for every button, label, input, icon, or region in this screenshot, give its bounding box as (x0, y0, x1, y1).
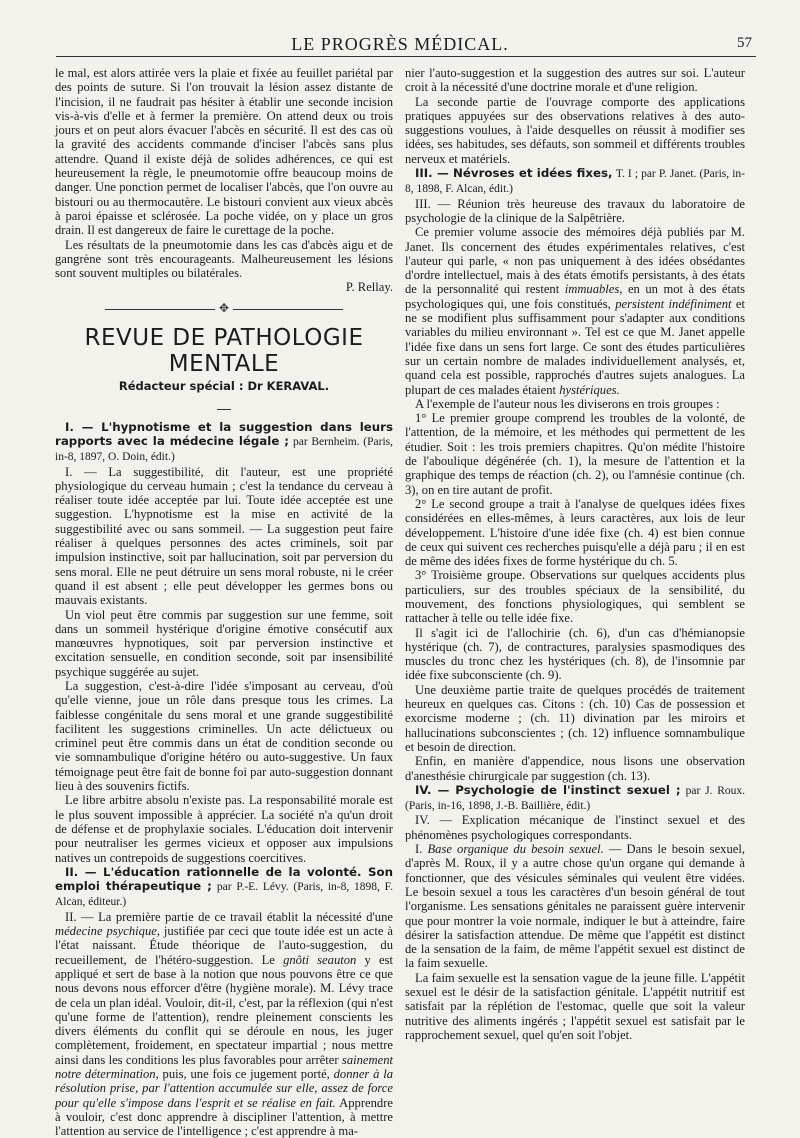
paragraph: nier l'auto-suggestion et la suggestion des autres sur soi. L'auteur croit à la nécessité d'une doctrine morale et d'une religion. (405, 66, 745, 95)
review-heading (55, 420, 393, 465)
paragraph: Un viol peut être commis par suggestion sur une femme, soit dans un sommeil hystérique d'origine émotive consécutif aux manœuvres hypnotiques, soit par perversion instinctive et excitation sensuelle, en condition seconde, soit par insensibilité psychique suggérée au sujet. (55, 607, 393, 679)
paragraph: Ce premier volume associe des mémoires déjà publiés par M. Janet. Ils concernent des études expérimentales relatives, c'est l'auteur qui parle, « non pas uniquement à des idées obsédantes d'ordre intellectuel, mais à des états émotifs persistants, à des états de la personnalité qui restent immuables, en un mot à des états psychologiques qui, une fois constitués, persistent indéfiniment et ne se modifient plus suffisamment pour s'adapter aux conditions variables du milieu environnant ». Tel est ce que M. Janet appelle l'idée fixe dans un sens fort large. Ce sont des études particulières sur un certain nombre de malades individuellement analysés, et, quand cela est possible, rapprochés d'autres sujets analogues. La plupart de ces malades étaient hystériques. (405, 225, 746, 397)
section-ornament: ✥ (55, 301, 393, 315)
review-publication: par Bernheim. (Paris, in-8, 1897, O. Doin, édit.) (55, 435, 393, 464)
review-heading (405, 166, 745, 197)
running-header (0, 34, 800, 58)
review-publication: T. I ; par P. Janet. (Paris, in-8, 1898, F. Alcan, édit.) (405, 168, 745, 196)
right-column (405, 66, 745, 1042)
paragraph: I. — La suggestibilité, dit l'auteur, est une propriété physiologique du cerveau humain ; c'est la tendance du cerveau à réaliser toute idée acceptée par lui. Toute idée acceptée est une suggestion. L'hypnotisme est la mise en activité de la suggestibilité avec ou sans sommeil. — La suggestion peut faire réaliser à quelques personnes des actes criminels, soit par impulsion instinctive, soit par hallucination, soit par perversion du sens moral. Elle ne peut détruire un sens moral robuste, ni le créer quand il est absent ; elle peut développer les germes bons ou mauvais existants. (55, 464, 393, 608)
review-title: IV. — Psychologie de l'instinct sexuel ; (415, 782, 681, 797)
review-title: II. — L'éducation rationnelle de la volonté. Son emploi thérapeutique ; (55, 864, 393, 894)
header-rule (56, 56, 756, 57)
review-publication: par P.-E. Lévy. (Paris, in-8, 1898, F. Alcan, éditeur.) (55, 881, 393, 909)
paragraph: le mal, est alors attirée vers la plaie et fixée au feuillet pariétal par des points de suture. Si l'on trouvait la lésion assez distante de l'incision, il ne faudrait pas hésiter à établir une seconde incision vis-à-vis d'elle et à fermer la première. On attend deux ou trois jours et on peut alors évacuer l'abcès en sécurité. Il est des cas où la gravité des accidents commande d'inciser l'abcès sans plus attendre. Quand il existe déjà de solides adhérences, ce qui est heureusement la règle, le pneumotomie offre beaucoup moins de danger. Une ponction permet de localiser l'abcès, que l'on ouvre au bistouri ou au thermocautère. Le bistouri convient aux vieux abcès à paroi épaisse et sclérosée. La poche vidée, on y place un gros drain. Il est dangereux de faire le curettage de la poche. (55, 66, 393, 238)
paragraph: III. — Réunion très heureuse des travaux du laboratoire de psychologie de la clinique de la Salpêtrière. (405, 196, 745, 225)
paragraph: 3° Troisième groupe. Observations sur quelques accidents plus particuliers, sur des troubles spéciaux de la sensibilité, du mouvement, des fonctions physiologiques, qui semblent se rattacher à telle ou telle idée fixe. (405, 568, 745, 626)
section-title: REVUE DE PATHOLOGIE MENTALE (84, 325, 364, 378)
paragraph: II. — La première partie de ce travail établit la nécessité d'une médecine psychique, justifiée par ceci que toute idée est un acte à l'état naissant. Étude théorique de l'auto-suggestion, du recueillement, de l'hétéro-suggestion. Le gnôti seauton y est appliqué et sert de base à la notion que nous pouvons être ce que nous devons nous efforcer d'être (hygiène morale). M. Lévy trace de cela un plan idéal. Vouloir, dit-il, c'est, par la réflexion (qui n'est qu'une forme de l'attention), rendre pleinement conscients les divers éléments du conflit qui se déroule en nous, les juger complètement, froidement, en spectateur impartial ; nous mettre ainsi dans les conditions les plus favorables pour arrêter sainement notre détermination, puis, une fois ce jugement porté, donner à la résolution prise, par l'attention accumulée sur elle, assez de force pour qu'elle s'impose dans l'esprit et se réalise en fait. Apprendre à vouloir, c'est donc apprendre à discipliner l'attention, à mettre l'attention au service de l'intelligence ; c'est apprendre à ma- (55, 909, 394, 1138)
author-signature: P. Rellay. (345, 280, 393, 295)
paragraph: La suggestion, c'est-à-dire l'idée s'imposant au cerveau, d'où qu'elle vienne, joue un rôle dans presque tous les crimes. La faiblesse congénitale du sens moral et une grande suggestibilité facilitent les suggestions criminelles. Un acte délictueux ou criminel peut être commis dans un état de condition seconde ou vie somnambulique d'origine hétéro ou auto-suggestive. Un faux témoignage peut être fait de bonne foi par auto-suggestion donnant lieu à des souvenirs fictifs. (55, 678, 393, 794)
paragraph: Les résultats de la pneumotomie dans les cas d'abcès aigu et de gangrène sont très encourageants. Malheureusement les lésions sont souvent multiples ou bilatérales. (55, 237, 393, 281)
paragraph: Le libre arbitre absolu n'existe pas. La responsabilité morale est le plus souvent impossible à apprécier. La société n'a qu'un droit de défense et de prophylaxie sociales. L'éducation doit intervenir pour neutraliser les germes vicieux et opposer aux impulsions natives un contrepoids de suggestions coercitives. (55, 793, 393, 865)
journal-title: LE PROGRÈS MÉDICAL. (291, 34, 509, 54)
paragraph: Il s'agit ici de l'allochirie (ch. 6), d'un cas d'hémianopsie hystérique (ch. 7), de contractures, paralysies spasmodiques des muscles du tronc chez les hystériques (ch. 8), de l'insomnie par idée fixe subconsciente (ch. 9). (405, 625, 745, 683)
paragraph: I. Base organique du besoin sexuel. — Dans le besoin sexuel, d'après M. Roux, il y a autre chose qu'un organe qui demande à fonctionner, que des vésicules séminales qui veulent être vidées. Le besoin sexuel a tous les caractères d'un besoin général de tout l'organisme. Les sensations génitales ne paraissent guère intervenir que pour montrer la voie normale, indiquer le but à atteindre, faire désirer la satisfaction attendue. De même que l'appétit est distinct de la sensation de la faim, de même l'appétit sexuel est distinct de la faim sexuelle. (405, 842, 746, 971)
review-publication: par J. Roux. (Paris, in-16, 1898, J.-B. Baillière, édit.) (405, 784, 745, 813)
paragraph: 1° Le premier groupe comprend les troubles de la volonté, de l'attention, de la mémoire, et les méthodes qui permettent de les étudier. Soit : les trois premiers chapitres. Qu'on médite l'histoire de l'aboulique dégénérée (ch. 1), la mesure de l'attention et la graphique des temps de réaction (ch. 2), ou l'amnésie continue (ch. 3), on en tire autant de profit. (405, 411, 745, 497)
paragraph: La seconde partie de l'ouvrage comporte des applications pratiques appuyées sur des observations relatives à des auto-suggestions voulues, à l'aide desquelles on réussit à modifier ses idées, ses habitudes, ses défauts, son sommeil et différents troubles nerveux et matériels. (405, 94, 745, 166)
paragraph: Enfin, en manière d'appendice, nous lisons une observation d'anesthésie chirurgicale par suggestion (ch. 13). (405, 754, 745, 783)
divider (55, 399, 393, 413)
paragraph: La faim sexuelle est la sensation vague de la jeune fille. L'appétit sexuel est le désir de la satisfaction génitale. L'appétit nutritif est satisfait par la réplétion de l'estomac, quelle que soit la valeur nutritive des aliments ingérés ; l'appétit sexuel est satisfait par le rapprochement sexuel, quel qu'en soit l'objet. (405, 970, 745, 1042)
paragraph: 2° Le second groupe a trait à l'analyse de quelques idées fixes considérées en elles-mêmes, à leurs caractères, aux lois de leur développement. L'histoire d'une idée fixe (ch. 4) est bien connue de ceux qui suivent ces recherches puisqu'elle a déjà paru ; il en est de même des idées fixes de forme hystérique du ch. 5. (405, 496, 745, 569)
paragraph: IV. — Explication mécanique de l'instinct sexuel et des phénomènes psychologiques correspondants. (405, 813, 745, 842)
paragraph: Une deuxième partie traite de quelques procédés de traitement heureux en quelques cas. Citons : (ch. 10) Cas de possession et exorcisme moderne ; (ch. 11) divination par les miroirs et hallucinations subconscientes ; (ch. 12) influence somnambulique et besoin de direction. (405, 682, 745, 754)
review-title: III. — Névroses et idées fixes, (415, 166, 613, 181)
review-heading (55, 865, 393, 910)
page-number: 57 (737, 35, 752, 51)
review-title: I. — L'hypnotisme et la suggestion dans leurs rapports avec la médecine légale ; (55, 419, 393, 448)
section-editor: Rédacteur spécial : Dr KERAVAL. (118, 379, 330, 394)
left-column (55, 66, 393, 1138)
paragraph: A l'exemple de l'auteur nous les diviserons en trois groupes : (415, 396, 720, 411)
review-heading (405, 783, 745, 814)
